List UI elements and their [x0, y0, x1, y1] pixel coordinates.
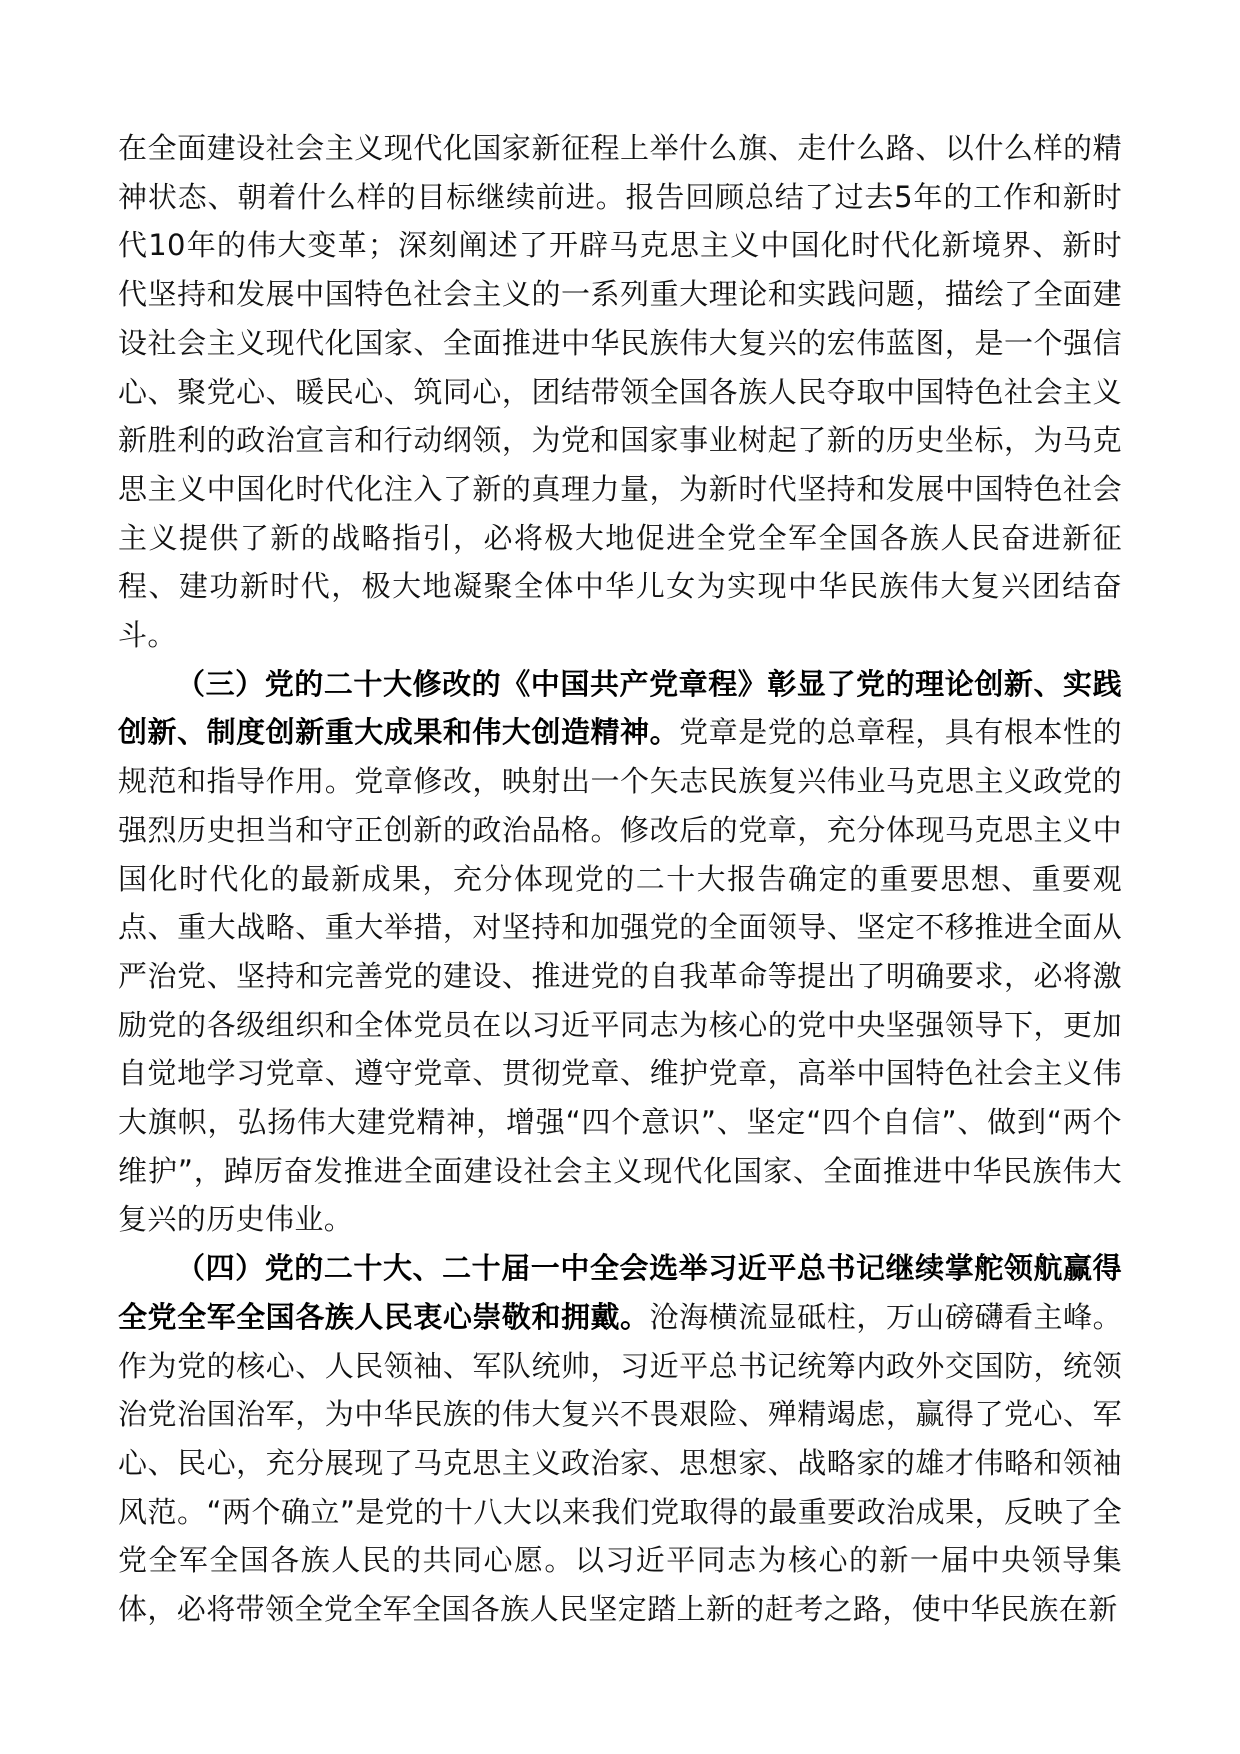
- paragraph-section-3: [118, 660, 1122, 1244]
- document-body: [118, 124, 1122, 1634]
- paragraph-report-summary: 在全面建设社会主义现代化国家新征程上举什么旗、走什么路、以什么样的精神状态、朝着什么样的目标继续前进。报告回顾总结了过去5年的工作和新时代10年的伟大变革；深刻阐述了开辟马克思主义中国化时代化新境界、新时代坚持和发展中国特色社会主义的一系列重大理论和实践问题，描绘了全面建设社会主义现代化国家、全面推进中华民族伟大复兴的宏伟蓝图，是一个强信心、聚党心、暖民心、筑同心，团结带领全国各族人民夺取中国特色社会主义新胜利的政治宣言和行动纲领，为党和国家事业树起了新的历史坐标，为马克思主义中国化时代化注入了新的真理力量，为新时代坚持和发展中国特色社会主义提供了新的战略指引，必将极大地促进全党全军全国各族人民奋进新征程、建功新时代，极大地凝聚全体中华儿女为实现中华民族伟大复兴团结奋斗。: [118, 131, 1122, 653]
- section-4-body: 沧海横流显砥柱，万山磅礴看主峰。作为党的核心、人民领袖、军队统帅，习近平总书记统筹内政外交国防，统领治党治国治军，为中华民族的伟大复兴不畏艰险、殚精竭虑，赢得了党心、军心、民心，充分展现了马克思主义政治家、思想家、战略家的雄才伟略和领袖风范。“两个确立”是党的十八大以来我们党取得的最重要政治成果，反映了全党全军全国各族人民的共同心愿。以习近平同志为核心的新一届中央领导集体，必将带领全党全军全国各族人民坚定踏上新的赶考之路，使中华民族在新: [118, 1299, 1123, 1627]
- section-4-heading: （四）党的二十大、二十届一中全会选举习近平总书记继续掌舵领航赢得全党全军全国各族人民衷心崇敬和拥戴。: [118, 1251, 1122, 1334]
- section-3-body: 党章是党的总章程，具有根本性的规范和指导作用。党章修改，映射出一个矢志民族复兴伟业马克思主义政党的强烈历史担当和守正创新的政治品格。修改后的党章，充分体现马克思主义中国化时代化的最新成果，充分体现党的二十大报告确定的重要思想、重要观点、重大战略、重大举措，对坚持和加强党的全面领导、坚定不移推进全面从严治党、坚持和完善党的建设、推进党的自我革命等提出了明确要求，必将激励党的各级组织和全体党员在以习近平同志为核心的党中央坚强领导下，更加自觉地学习党章、遵守党章、贯彻党章、维护党章，高举中国特色社会主义伟大旗帜，弘扬伟大建党精神，增强“四个意识”、坚定“四个自信”、做到“两个维护”，踔厉奋发推进全面建设社会主义现代化国家、全面推进中华民族伟大复兴的历史伟业。: [118, 715, 1122, 1237]
- paragraph-section-4: [118, 1244, 1122, 1634]
- section-3-heading: （三）党的二十大修改的《中国共产党章程》彰显了党的理论创新、实践创新、制度创新重大成果和伟大创造精神。: [118, 666, 1122, 750]
